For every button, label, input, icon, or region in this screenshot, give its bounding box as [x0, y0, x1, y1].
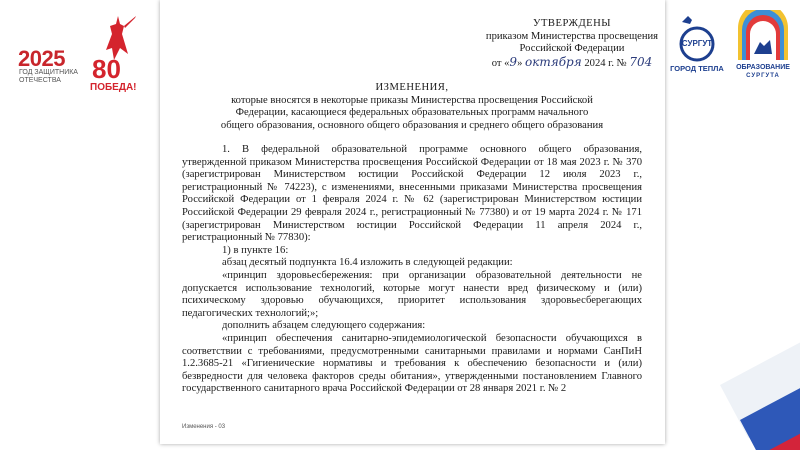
order-month: октября	[525, 54, 582, 69]
edu-line1: ОБРАЗОВАНИЕ	[736, 64, 790, 71]
approval-order	[472, 56, 665, 71]
document-page	[160, 0, 665, 444]
document-body	[182, 144, 642, 396]
order-mid: »	[517, 57, 523, 69]
logo-victory: ПОБЕДА!	[90, 82, 137, 93]
document-heading	[182, 82, 642, 132]
order-number: 704	[629, 54, 653, 69]
heading-line2: Федерации, касающиеся федеральных образовательных программ начального	[235, 107, 589, 119]
heading-line1: которые вносятся в некоторые приказы Министерства просвещения Российской	[231, 94, 593, 106]
approval-line1: приказом Министерства просвещения	[485, 30, 659, 42]
order-day: 9	[509, 54, 518, 69]
surgut-emblem-icon	[668, 12, 726, 64]
paragraph: 1. В федеральной образовательной программе основного общего образования, утвержденной приказом Министерства просвещения Российской Федерации от 18 мая 2023 г. № 370 (зарегистрирован Министерством юстиции Российской Федерации 12 июля 2023 г., регистрационный № 74223), с изменениями, внесенными приказами Министерства просвещения Российской Федерации от 1 февраля 2024 г. № 62 (зарегистрирован Министерством юстиции Российской Федерации 29 февраля 2024 г., регистрационный № 77380) и от 19 марта 2024 г. № 171 (зарегистрирован Министерством юстиции Российской Федерации 11 апреля 2024 г., регистрационный № 77830):	[182, 144, 642, 244]
paragraph: «принцип здоровьесбережения: при организации образовательной деятельности не допускается использование технологий, которые могут нанести вред физическому и (или) психическому здоровью обучающихся, приоритет использования здоровьесберегающих педагогических технологий;»;	[182, 269, 642, 319]
order-year: 2024 г. №	[584, 57, 627, 69]
edu-line2: СУРГУТА	[746, 73, 780, 79]
paragraph: «принцип обеспечения санитарно-эпидемиологической безопасности обучающихся в соответствии с требованиями, предусмотренными санитарными правилами и нормами СанПиН 1.2.3685-21 «Гигиенические нормативы и требования к обеспечению безопасности и (или) безвредности для человека факторов среды обитания», утвержденными постановлением Главного государственного санитарного врача Российской Федерации от 28 января 2021 г. № 2	[182, 332, 642, 395]
heading-title: ИЗМЕНЕНИЯ,	[375, 82, 449, 93]
heading-line3: общего образования, основного общего образования и среднего общего образования	[220, 119, 604, 131]
victory-anniversary-logo	[8, 6, 143, 98]
approval-title: УТВЕРЖДЕНЫ	[532, 18, 612, 29]
emblem-text: СУРГУТ	[681, 39, 713, 48]
paragraph: 1) в пункте 16:	[222, 244, 289, 256]
paragraph: дополнить абзацем следующего содержания:	[222, 320, 426, 332]
approval-stamp	[472, 18, 665, 70]
approval-line2: Российской Федерации	[519, 43, 625, 55]
logo-anniversary: 80	[92, 54, 121, 84]
russian-flag-decoration	[680, 290, 800, 450]
page-footer: Изменения - 03	[182, 424, 226, 430]
paragraph: абзац десятый подпункта 16.4 изложить в следующей редакции:	[222, 257, 513, 269]
surgut-city-logo	[668, 12, 726, 76]
education-emblem-icon	[732, 10, 794, 64]
logo-year: 2025	[18, 46, 65, 71]
logo-subtitle: ГОД ЗАЩИТНИКА ОТЕЧЕСТВА	[19, 69, 78, 84]
surgut-education-logo	[732, 10, 794, 80]
city-caption: ГОРОД ТЕПЛА	[670, 64, 724, 73]
order-prefix: от «	[491, 57, 510, 69]
